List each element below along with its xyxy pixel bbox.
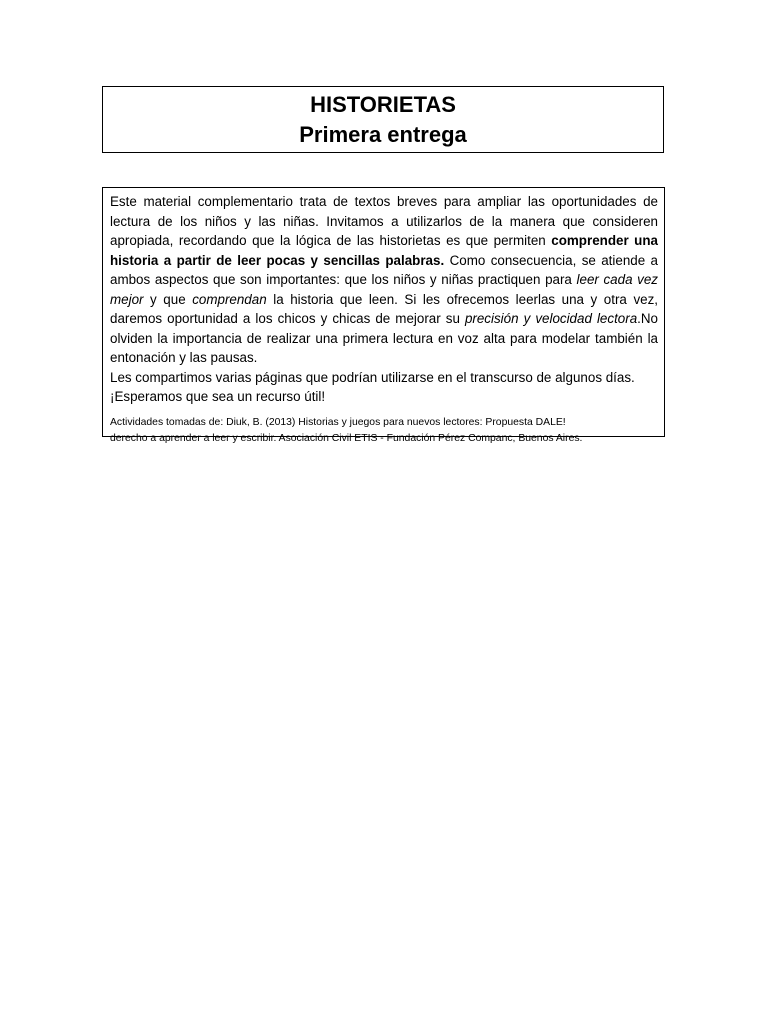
source-line-1: Actividades tomadas de: Diuk, B. (2013) Historias y juegos para nuevos lectores: Propuesta DALE! xyxy=(110,416,566,428)
source-citation xyxy=(110,415,658,447)
intro-italic-1: leer cada vez mejor xyxy=(110,272,658,307)
intro-text-5: .No olviden la importancia de realizar una primera lectura en voz alta para modelar también la entonación y las pausas. xyxy=(110,311,658,365)
intro-italic-2: comprendan xyxy=(192,291,267,307)
intro-text-2: Como consecuencia, se atiende a ambos aspectos que son importantes: que los niños y niñas practiquen para xyxy=(110,252,659,287)
document-title: HISTORIETAS xyxy=(310,91,456,117)
intro-text-4: la historia que leen. Si les ofrecemos leerlas una y otra vez, daremos oportunidad a los chicos y chicas de mejorar su xyxy=(110,291,658,326)
closing-paragraph: ¡Esperamos que sea un recurso útil! xyxy=(110,389,326,404)
intro-paragraph xyxy=(110,192,658,368)
title-box xyxy=(102,86,664,153)
intro-text-3: y que xyxy=(143,291,193,307)
intro-bold-text: comprender una historia a partir de leer pocas y sencillas palabras. xyxy=(110,233,658,268)
intro-italic-3: precisión y velocidad lectora xyxy=(464,311,638,326)
intro-text-1: Este material complementario trata de textos breves para ampliar las oportunidades de lectura de los niños y las niñas. Invitamos a utilizarlos de la manera que consideren apropiada, recordando que la lógica de las historietas es que permiten xyxy=(110,194,658,248)
intro-box xyxy=(102,187,665,444)
share-paragraph: Les compartimos varias páginas que podrían utilizarse en el transcurso de algunos días. xyxy=(110,369,635,385)
document-subtitle: Primera entrega xyxy=(299,121,467,147)
source-line-2: derecho a aprender a leer y escribir. Asociación Civil ETIS - Fundación Pérez Companc, Buenos Aires. xyxy=(110,432,583,444)
